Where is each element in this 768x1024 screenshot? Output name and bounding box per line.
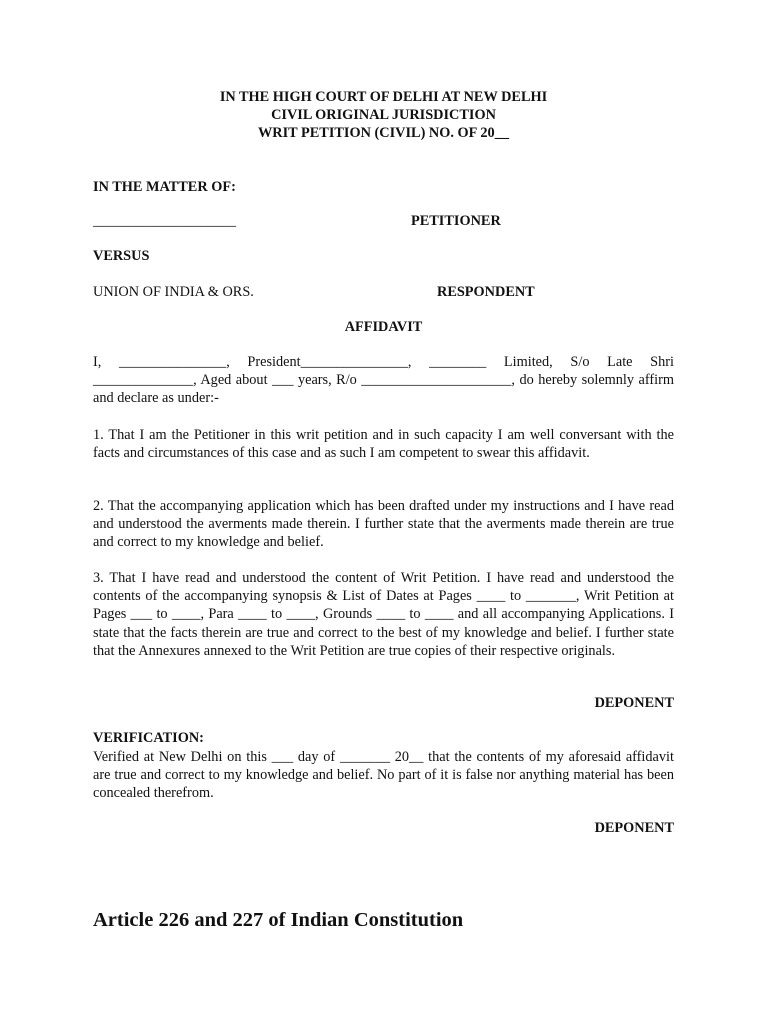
- affidavit-title: AFFIDAVIT: [344, 319, 423, 335]
- paragraph-2: 2. That the accompanying application which has been drafted under my instructions and I have read and understood the averments made therein. I further state that the averments made therein are true and correct to my knowledge and belief.: [93, 498, 674, 551]
- deponent-signature-2: DEPONENT: [594, 820, 674, 836]
- versus-label: VERSUS: [93, 248, 150, 264]
- article-reference-heading: Article 226 and 227 of Indian Constitution: [93, 909, 464, 931]
- petitioner-label: PETITIONER: [411, 213, 501, 229]
- in-the-matter-label: IN THE MATTER OF:: [93, 179, 236, 195]
- verification-paragraph: Verified at New Delhi on this ___ day of _______ 20__ that the contents of my aforesaid affidavit are true and correct to my knowledge and belief. No part of it is false nor anything material has been concealed therefrom.: [93, 749, 674, 802]
- petition-number-heading: WRIT PETITION (CIVIL) NO. OF 20__: [257, 125, 510, 141]
- paragraph-1: 1. That I am the Petitioner in this writ petition and in such capacity I am well conversant with the facts and circumstances of this case and as such I am competent to swear this affidavit.: [93, 427, 674, 462]
- respondent-label: RESPONDENT: [437, 284, 535, 300]
- petitioner-name-blank: ____________________: [93, 213, 236, 229]
- deponent-signature-1: DEPONENT: [594, 695, 674, 711]
- respondent-name: UNION OF INDIA & ORS.: [93, 284, 254, 300]
- verification-label: VERIFICATION:: [93, 730, 204, 746]
- jurisdiction-heading: CIVIL ORIGINAL JURISDICTION: [271, 107, 496, 123]
- paragraph-3: 3. That I have read and understood the content of Writ Petition. I have read and understood the contents of the accompanying synopsis & List of Dates at Pages ____ to _______, Writ Petition at Pages ___ to ____, Para ____ to ____, Grounds ____ to ____ and all accompanying Applications. I state that the facts therein are true and correct to the best of my knowledge and belief. I further state that the Annexures annexed to the Writ Petition are true copies of their respective originals.: [93, 570, 674, 659]
- court-name-heading: IN THE HIGH COURT OF DELHI AT NEW DELHI: [219, 89, 548, 105]
- affidavit-intro-paragraph: I, _______________, President_______________, ________ Limited, S/o Late Shri ______________, Aged about ___ years, R/o _____________________, do hereby solemnly affirm and declare as under:-: [93, 354, 674, 407]
